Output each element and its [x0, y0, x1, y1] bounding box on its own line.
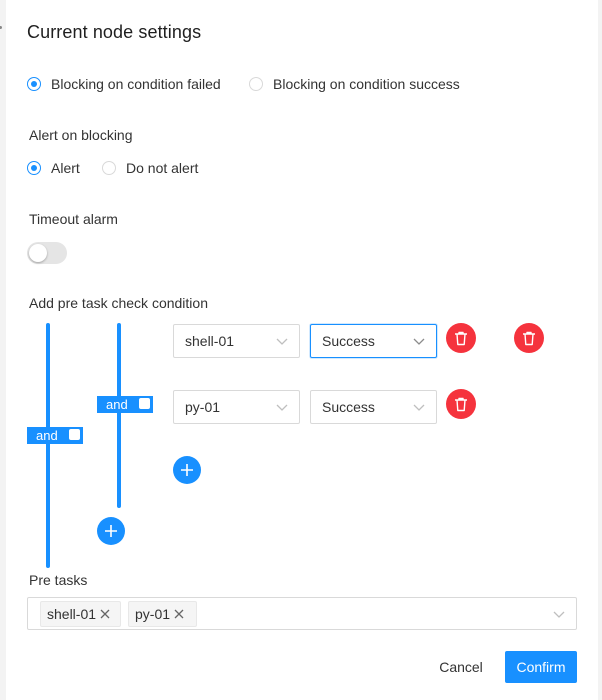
- add-condition-group-button[interactable]: [97, 517, 125, 545]
- close-icon[interactable]: [100, 609, 110, 619]
- radio-alert[interactable]: [27, 160, 80, 176]
- delete-condition-button[interactable]: [446, 389, 476, 419]
- dialog-title: Current node settings: [27, 22, 202, 42]
- trash-icon: [454, 331, 468, 346]
- delete-condition-button[interactable]: [446, 323, 476, 353]
- pre-task-tag: [128, 601, 197, 627]
- select-value: py-01: [185, 399, 221, 415]
- select-value: Success: [322, 333, 375, 349]
- outer-relation-toggle[interactable]: [27, 427, 83, 444]
- relation-label: and: [106, 397, 128, 412]
- pre-tasks-select[interactable]: [27, 597, 577, 630]
- chevron-down-icon: [413, 402, 425, 412]
- chevron-down-icon: [276, 402, 288, 412]
- confirm-button[interactable]: Confirm: [505, 651, 577, 683]
- timeout-alarm-switch[interactable]: [27, 242, 67, 264]
- outer-relation-line: [46, 323, 50, 568]
- select-value: shell-01: [185, 333, 235, 349]
- radio-label: Alert: [51, 160, 80, 176]
- background-panel-edge: [0, 0, 6, 700]
- scrollbar-track: [598, 0, 602, 700]
- tag-label: shell-01: [47, 606, 97, 622]
- select-value: Success: [322, 399, 375, 415]
- condition-task-select[interactable]: [173, 390, 300, 424]
- inner-relation-line: [117, 323, 121, 508]
- plus-icon: [104, 524, 118, 538]
- relation-label: and: [36, 428, 58, 443]
- pre-task-condition-label: Add pre task check condition: [29, 295, 208, 311]
- inner-relation-toggle[interactable]: [97, 396, 153, 413]
- radio-checked-icon: [27, 77, 41, 91]
- radio-blocking-success[interactable]: [249, 76, 460, 92]
- timeout-alarm-label: Timeout alarm: [29, 211, 118, 227]
- radio-blocking-failed[interactable]: [27, 76, 221, 92]
- radio-unchecked-icon: [249, 77, 263, 91]
- condition-task-select[interactable]: [173, 324, 300, 358]
- pre-tasks-label: Pre tasks: [29, 572, 88, 588]
- add-condition-button[interactable]: [173, 456, 201, 484]
- trash-icon: [522, 331, 536, 346]
- background-text-fragment: [0, 26, 2, 29]
- radio-label: Blocking on condition success: [273, 76, 460, 92]
- radio-do-not-alert[interactable]: [102, 160, 198, 176]
- condition-state-select[interactable]: [310, 390, 437, 424]
- switch-knob: [29, 244, 47, 262]
- cancel-button[interactable]: Cancel: [439, 659, 483, 675]
- condition-state-select[interactable]: [310, 324, 437, 358]
- alert-on-blocking-label: Alert on blocking: [29, 127, 133, 143]
- radio-unchecked-icon: [102, 161, 116, 175]
- radio-label: Do not alert: [126, 160, 199, 176]
- close-icon[interactable]: [174, 609, 184, 619]
- chevron-down-icon: [553, 609, 565, 619]
- chevron-down-icon: [276, 336, 288, 346]
- pre-task-tag: [40, 601, 121, 627]
- plus-icon: [180, 463, 194, 477]
- radio-checked-icon: [27, 161, 41, 175]
- relation-checkbox[interactable]: [68, 428, 81, 441]
- delete-group-button[interactable]: [514, 323, 544, 353]
- chevron-down-icon: [413, 336, 425, 346]
- tag-label: py-01: [135, 606, 171, 622]
- trash-icon: [454, 397, 468, 412]
- radio-label: Blocking on condition failed: [51, 76, 221, 92]
- relation-checkbox[interactable]: [138, 397, 151, 410]
